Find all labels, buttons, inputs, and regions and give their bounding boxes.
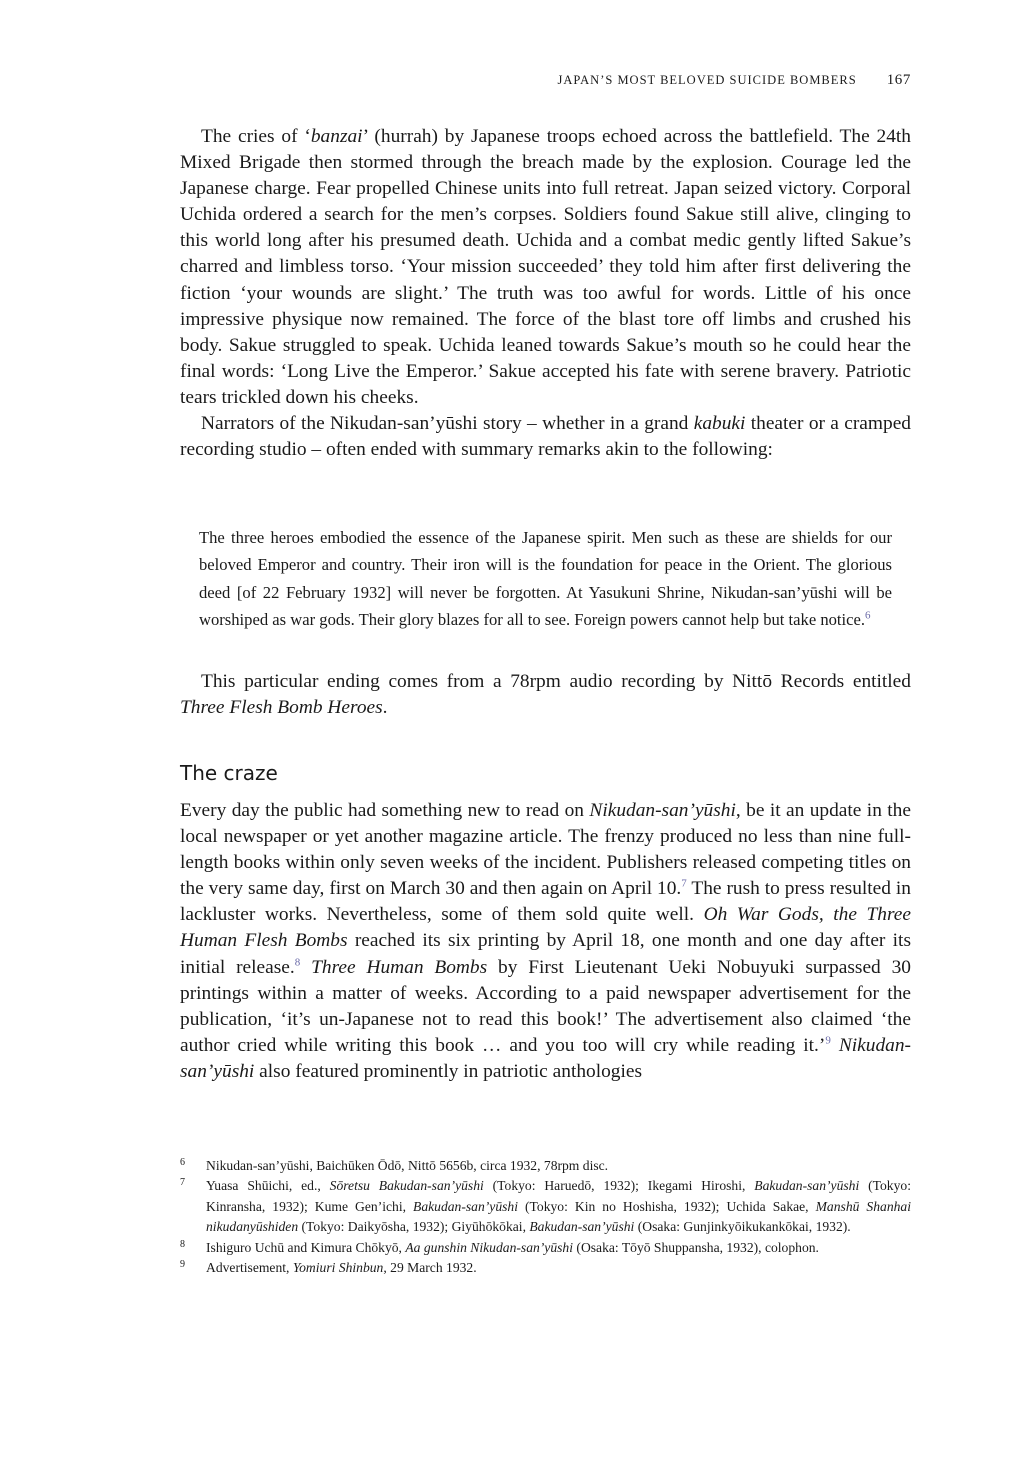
italic-title-oh-war-gods: Oh War Gods, the Three Human Flesh Bombs bbox=[180, 904, 911, 952]
section-heading: The craze bbox=[180, 761, 278, 785]
footnote-ref-7[interactable]: 7 bbox=[681, 877, 687, 890]
italic-term-kabuki: kabuki bbox=[693, 413, 746, 435]
paragraph-battle-aftermath: The cries of ‘banzai’ (hurrah) by Japanese troops echoed across the battlefield. The 24th Mixed Brigade then stormed through the breach made by the explosion. Courage led the Japanese charge. Fear propelled Chinese units into full retreat. Japan seized victory. Corporal Uchida ordered a search for the men’s corpses. Soldiers found Sakue still alive, clinging to this world long after his presumed death. Uchida and a combat medic gently lifted Sakue’s charred and limbless torso. ‘Your mission succeeded’ they told him after first delivering the fiction ‘your wounds are slight.’ The truth was too awful for words. Little of his once impressive physique now remained. The force of the blast tore off limbs and crushed his body. Sakue struggled to speak. Uchida leaned towards Sakue’s mouth so he could hear the final words: ‘Long Live the Emperor.’ Sakue accepted his fate with serene bravery. Patriotic tears trickled down his cheeks. bbox=[180, 126, 911, 408]
footnote-6: 6 Nikudan-san’yūshi, Baichūken Ōdō, Nittō 5656b, circa 1932, 78rpm disc. bbox=[180, 1157, 609, 1173]
page-number: 167 bbox=[886, 72, 911, 88]
footnote-ref-9[interactable]: 9 bbox=[825, 1034, 831, 1047]
body-block-1 bbox=[180, 124, 911, 463]
paragraph-craze: Every day the public had something new to read on Nikudan-san’yūshi, be it an update in the local newspaper or yet another magazine article. The frenzy produced no less than nine full-length books within only seven weeks of the incident. Publishers released competing titles on the very same day, first on March 30 and then again on April 10.$^7$ The rush to press resulted in lackluster works. Nevertheless, some of them sold quite well. Oh War Gods, the Three Human Flesh Bombs reached its six printing by April 18, one month and one day after its initial release.$^8$ Three Human Bombs by First Lieutenant Ueki Nobuyuki surpassed 30 printings within a matter of weeks. According to a paid newspaper advertisement for the publication, ‘it’s un-Japanese not to read this book!’ The advertisement also claimed ‘the author cried while writing this book … and you too will cry while reading it.’$^9$ Nikudan-san’yūshi also featured prominently in patriotic anthologies bbox=[180, 800, 911, 1082]
footnote-ref-6[interactable]: 6 bbox=[865, 609, 871, 622]
running-head bbox=[180, 72, 911, 89]
footnote-ref-8[interactable]: 8 bbox=[294, 956, 301, 969]
italic-title-three-human-bombs: Three Human Bombs bbox=[311, 956, 488, 978]
footnote-7: 7 Yuasa Shūichi, ed., Sōretsu Bakudan-san’yūshi (Tokyo: Haruedō, 1932); Ikegami Hiroshi, Bakudan-san’yūshi (Tokyo: Kinransha, 1932); Kume Gen’ichi, Bakudan-san’yūshi (Tokyo: Kin no Hoshisha, 1932); Uchida Sakae, Manshū Shanhai nikudanyūshiden (Tokyo: Daikyōsha, 1932); Giyūhōkōkai, Bakudan-san’yūshi (Osaka: Gunjinkyōikukankōkai, 1932). bbox=[180, 1177, 911, 1235]
body-block-2 bbox=[180, 669, 911, 721]
italic-term-banzai: banzai bbox=[310, 126, 363, 147]
block-quote bbox=[199, 524, 892, 634]
block-quote-text: The three heroes embodied the essence of the Japanese spirit. Men such as these are shields for our beloved Emperor and country. Their iron will is the foundation for peace in the Orient. The glorious deed [of 22 February 1932] will never be forgotten. At Yasukuni Shrine, Nikudan-san’yūshi will be worshiped as war gods. Their glory blazes for all to see. Foreign powers cannot help but take notice. bbox=[199, 528, 892, 630]
paragraph-recording: This particular ending comes from a 78rpm audio recording by Nittō Records entitled Three Flesh Bomb Heroes. bbox=[180, 671, 911, 719]
paragraph-narrators: Narrators of the Nikudan-san’yūshi story – whether in a grand kabuki theater or a cramped recording studio – often ended with summary remarks akin to the following: bbox=[180, 413, 911, 461]
running-head-title: JAPAN’S MOST BELOVED SUICIDE BOMBERS bbox=[557, 73, 857, 87]
footnote-9: 9 Advertisement, Yomiuri Shinbun, 29 March 1932. bbox=[180, 1259, 477, 1276]
footnote-8: 8 Ishiguro Uchū and Kimura Chōkyō, Aa gunshin Nikudan-san’yūshi (Osaka: Tōyō Shuppansha, 1932), colophon. bbox=[180, 1238, 819, 1255]
italic-title-three-flesh-bomb-heroes: Three Flesh Bomb Heroes bbox=[180, 697, 383, 719]
footnotes bbox=[180, 1156, 911, 1278]
body-block-3 bbox=[180, 798, 911, 1085]
